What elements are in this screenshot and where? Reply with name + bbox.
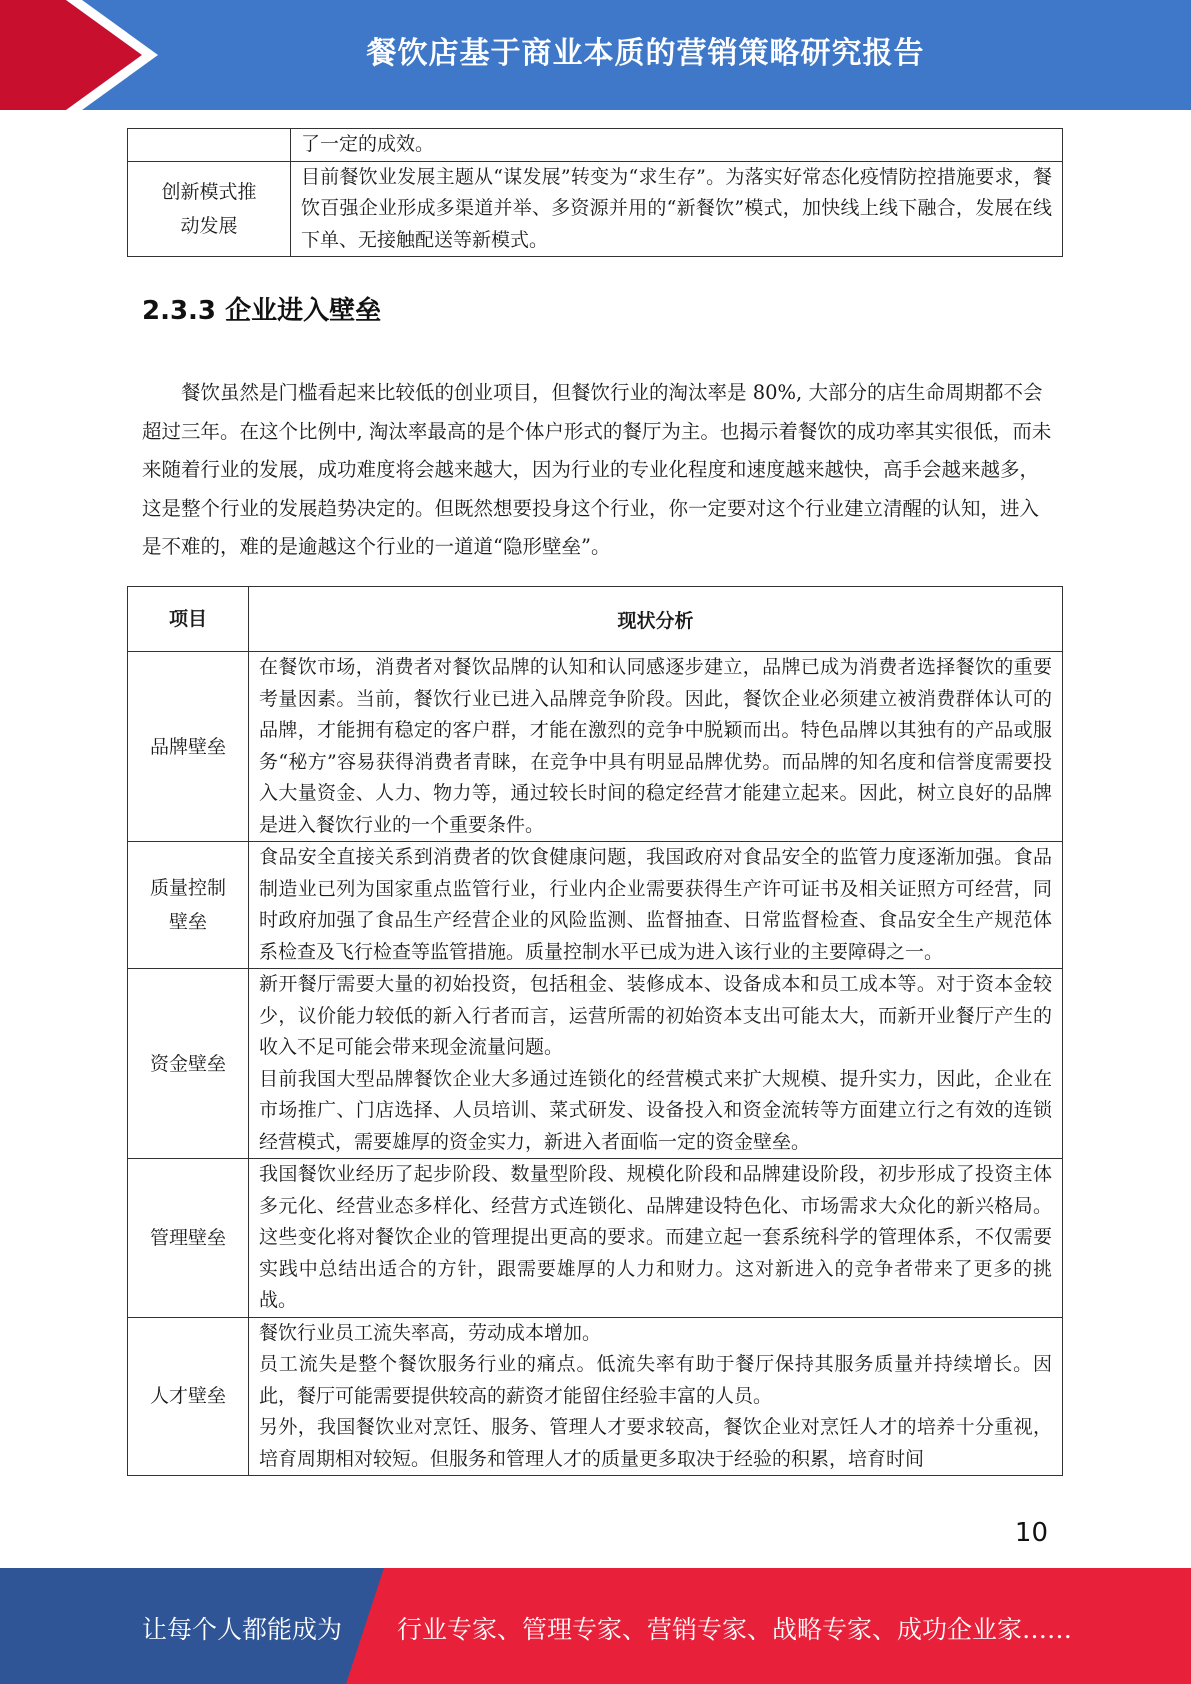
section-heading: 2.3.3 企业进入壁垒 <box>142 296 382 326</box>
header-arrow-decoration <box>0 0 160 110</box>
table-header-row <box>128 587 1063 652</box>
continuation-table <box>127 128 1063 257</box>
row-text: 了一定的成效。 <box>291 129 1063 162</box>
table-row <box>128 1317 1063 1476</box>
table-row <box>128 652 1063 842</box>
row-line: 在餐饮市场，消费者对餐饮品牌的认知和认同感逐步建立，品牌已成为消费者选择餐饮的重要考量因素。当前，餐饮行业已进入品牌竞争阶段。因此，餐饮企业必须建立被消费群体认可的品牌，才能拥有稳定的客户群，才能在激烈的竞争中脱颖而出。特色品牌以其独有的产品或服务“秘方”容易获得消费者青睐，在竞争中具有明显品牌优势。而品牌的知名度和信誉度需要投入大量资金、人力、物力等，通过较长时间的稳定经营才能建立起来。因此，树立良好的品牌是进入餐饮行业的一个重要条件。 <box>259 656 1052 836</box>
row-line: 目前我国大型品牌餐饮企业大多通过连锁化的经营模式来扩大规模、提升实力，因此，企业在市场推广、门店选择、人员培训、菜式研发、设备投入和资金流转等方面建立行之有效的连锁经营模式，需要雄厚的资金实力，新进入者面临一定的资金壁垒。 <box>259 1067 1052 1153</box>
column-header-item: 项目 <box>128 587 249 652</box>
row-line: 新开餐厅需要大量的初始投资，包括租金、装修成本、设备成本和员工成本等。对于资本金较少，议价能力较低的新入行者而言，运营所需的初始资本支出可能太大，而新开业餐厅产生的收入不足可能会带来现金流量问题。 <box>259 973 1052 1058</box>
row-label: 人才壁垒 <box>128 1317 249 1476</box>
row-text <box>249 1159 1063 1318</box>
row-label: 资金壁垒 <box>128 969 249 1159</box>
row-label-text: 质量控制壁垒 <box>150 877 227 933</box>
footer-slogan-right: 行业专家、管理专家、营销专家、战略专家、成功企业家…… <box>397 1615 1073 1644</box>
row-label <box>128 129 291 162</box>
header-title: 餐饮店基于商业本质的营销策略研究报告 <box>366 36 925 71</box>
table-row <box>128 969 1063 1159</box>
row-label <box>128 842 249 969</box>
table-row <box>128 1159 1063 1318</box>
body-paragraph: 餐饮虽然是门槛看起来比较低的创业项目，但餐饮行业的淘汰率是 80%, 大部分的店生命周期都不会超过三年。在这个比例中, 淘汰率最高的是个体户形式的餐厅为主。也揭示着餐饮的成功率其实很低，而未来随着行业的发展，成功难度将会越来越大，因为行业的专业化程度和速度越来越快，高手会越来越多，这是整个行业的发展趋势决定的。但既然想要投身这个行业，你一定要对这个行业建立清醒的认知，进入是不难的，难的是逾越这个行业的一道道“隐形壁垒”。 <box>142 381 1052 558</box>
page-number: 10 <box>1014 1518 1048 1548</box>
row-label: 管理壁垒 <box>128 1159 249 1318</box>
row-label-text: 创新模式推动发展 <box>161 180 257 237</box>
footer-slogan-left: 让每个人都能成为 <box>142 1615 343 1644</box>
table-row <box>128 842 1063 969</box>
barriers-table <box>127 586 1063 1476</box>
row-line: 餐饮行业员工流失率高，劳动成本增加。 <box>259 1321 602 1344</box>
column-header-analysis: 现状分析 <box>249 587 1063 652</box>
row-text <box>249 842 1063 969</box>
row-text <box>249 1317 1063 1476</box>
page-header <box>0 0 1191 110</box>
row-line: 员工流失是整个餐饮服务行业的痛点。低流失率有助于餐厅保持其服务质量并持续增长。因此，餐厅可能需要提供较高的薪资才能留住经验丰富的人员。 <box>259 1353 1052 1407</box>
row-label: 品牌壁垒 <box>128 652 249 842</box>
table-row <box>128 129 1063 162</box>
row-text <box>249 969 1063 1159</box>
row-line: 另外，我国餐饮业对烹饪、服务、管理人才要求较高，餐饮企业对烹饪人才的培养十分重视，培育周期相对较短。但服务和管理人才的质量更多取决于经验的积累，培育时间 <box>259 1416 1052 1470</box>
row-line: 我国餐饮业经历了起步阶段、数量型阶段、规模化阶段和品牌建设阶段，初步形成了投资主体多元化、经营业态多样化、经营方式连锁化、品牌建设特色化、市场需求大众化的新兴格局。这些变化将对餐饮企业的管理提出更高的要求。而建立起一套系统科学的管理体系，不仅需要实践中总结出适合的方针，跟需要雄厚的人力和财力。这对新进入的竞争者带来了更多的挑战。 <box>259 1163 1052 1311</box>
row-text: 目前餐饮业发展主题从“谋发展”转变为“求生存”。为落实好常态化疫情防控措施要求，餐饮百强企业形成多渠道并举、多资源并用的“新餐饮”模式，加快线上线下融合，发展在线下单、无接触配送等新模式。 <box>291 161 1063 257</box>
table-row <box>128 161 1063 257</box>
page-footer <box>0 1568 1191 1684</box>
row-text <box>249 652 1063 842</box>
row-line: 食品安全直接关系到消费者的饮食健康问题，我国政府对食品安全的监管力度逐渐加强。食品制造业已列为国家重点监管行业，行业内企业需要获得生产许可证书及相关证照方可经营，同时政府加强了食品生产经营企业的风险监测、监督抽查、日常监督检查、食品安全生产规范体系检查及飞行检查等监管措施。质量控制水平已成为进入该行业的主要障碍之一。 <box>259 846 1052 963</box>
row-label <box>128 161 291 257</box>
